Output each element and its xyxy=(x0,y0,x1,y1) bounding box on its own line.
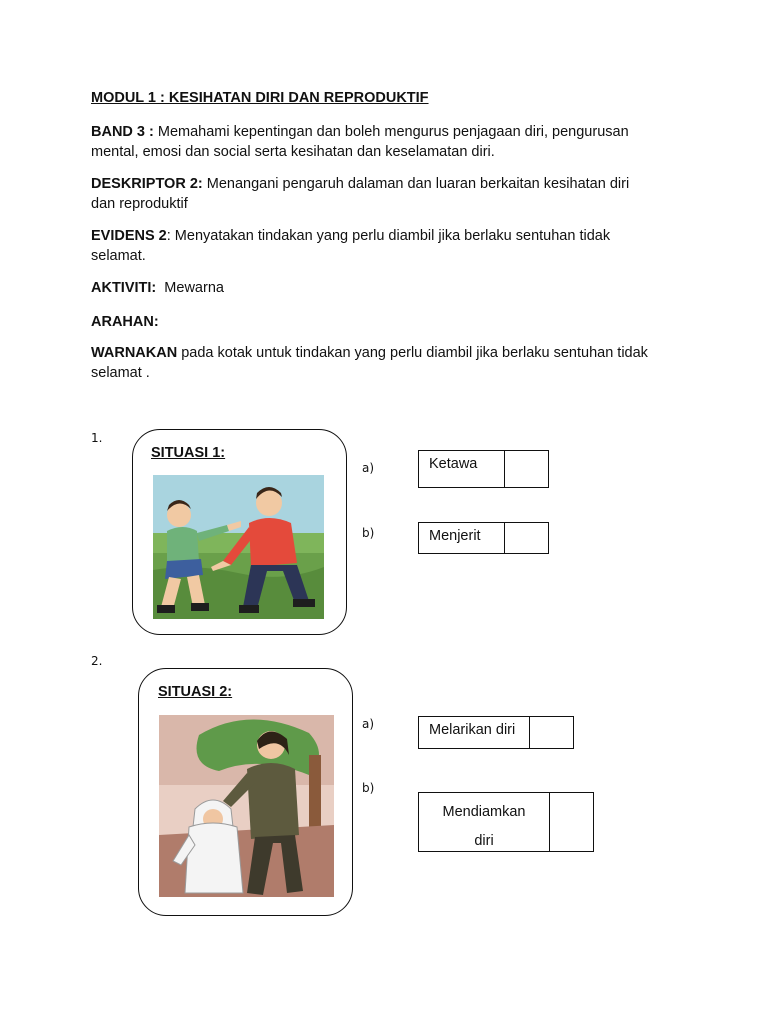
option-label: Ketawa xyxy=(419,451,505,487)
evidens-text-line2: selamat. xyxy=(91,248,146,264)
color-checkbox[interactable] xyxy=(530,717,573,748)
option-box-melarikan-diri[interactable] xyxy=(418,716,574,749)
situation-2-illustration xyxy=(159,715,334,897)
arahan-label: ARAHAN: xyxy=(91,314,159,330)
warnakan-label: WARNAKAN xyxy=(91,345,178,361)
color-checkbox[interactable] xyxy=(505,451,548,487)
aktiviti-section xyxy=(91,278,224,298)
deskriptor-text-line2: dan reproduktif xyxy=(91,196,188,212)
warnakan-section xyxy=(91,343,711,383)
band-text-line1: Memahami kepentingan dan boleh mengurus penjagaan diri, pengurusan xyxy=(153,124,629,140)
color-checkbox[interactable] xyxy=(505,523,548,553)
evidens-label: EVIDENS 2 xyxy=(91,228,167,244)
option-box-ketawa[interactable] xyxy=(418,450,549,488)
band-section xyxy=(91,122,711,162)
question-number: 2. xyxy=(91,654,103,668)
situation-title: SITUASI 2: xyxy=(158,684,233,700)
situation-card-1 xyxy=(132,429,347,635)
deskriptor-section xyxy=(91,174,711,214)
situation-1-illustration xyxy=(153,475,324,619)
question-number: 1. xyxy=(91,431,103,445)
option-box-mendiamkan-diri[interactable] xyxy=(418,792,594,852)
option-letter: b) xyxy=(362,781,375,795)
evidens-text-line1: : Menyatakan tindakan yang perlu diambil jika berlaku sentuhan tidak xyxy=(166,228,611,244)
option-label: Melarikan diri xyxy=(419,717,530,748)
option-letter: b) xyxy=(362,526,375,540)
color-checkbox[interactable] xyxy=(550,793,593,851)
boys-chase-illustration xyxy=(153,475,324,619)
aktiviti-label: AKTIVITI: xyxy=(91,280,157,296)
deskriptor-label: DESKRIPTOR 2: xyxy=(91,176,203,192)
band-text-line2: mental, emosi dan social serta kesihatan dan keselamatan diri. xyxy=(91,144,495,160)
option-label-line1: Mendiamkan xyxy=(442,804,526,820)
option-box-menjerit[interactable] xyxy=(418,522,549,554)
warnakan-text-line2: selamat . xyxy=(91,365,150,381)
girl-pulled-illustration xyxy=(159,715,334,897)
evidens-section xyxy=(91,226,711,266)
option-label: Menjerit xyxy=(419,523,505,553)
option-label-line2: diri xyxy=(474,833,494,849)
situation-title: SITUASI 1: xyxy=(151,445,226,461)
option-letter: a) xyxy=(362,717,375,731)
option-label xyxy=(419,793,550,851)
page-title: MODUL 1 : KESIHATAN DIRI DAN REPRODUKTIF xyxy=(91,90,429,106)
deskriptor-text-line1: Menangani pengaruh dalaman dan luaran berkaitan kesihatan diri xyxy=(202,176,630,192)
option-letter: a) xyxy=(362,461,375,475)
warnakan-text-line1: pada kotak untuk tindakan yang perlu diambil jika berlaku sentuhan tidak xyxy=(177,345,648,361)
band-label: BAND 3 : xyxy=(91,124,154,140)
situation-card-2 xyxy=(138,668,353,916)
aktiviti-text: Mewarna xyxy=(156,280,224,296)
